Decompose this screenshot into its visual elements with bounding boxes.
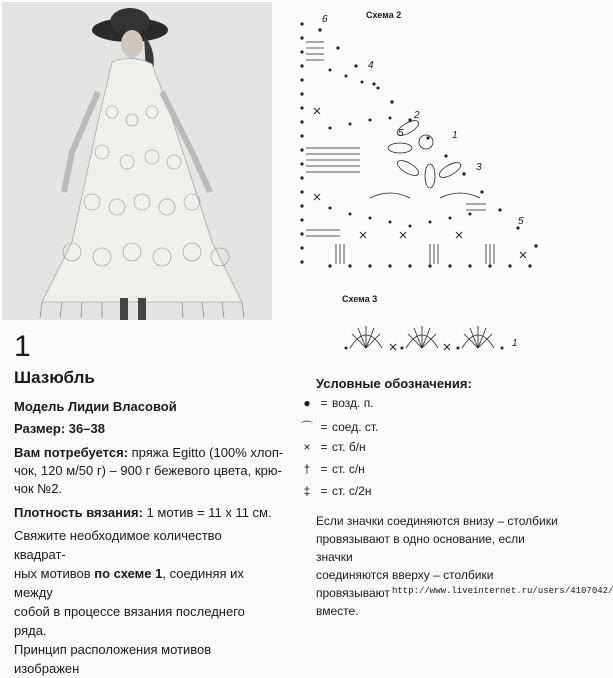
model-photo [2, 2, 272, 320]
body-line-1: Свяжите необходимое количество квадрат- [14, 528, 222, 562]
body-line-4: Принцип расположения мотивов изображен [14, 642, 212, 676]
schema2-row-5b: 5 [518, 216, 524, 227]
legend-equals: = [320, 440, 328, 454]
body-paragraph [14, 526, 274, 678]
schema3-label: Схема 3 [342, 294, 378, 304]
schema2-row-1: 1 [452, 130, 458, 141]
materials-line-2: чок, 120 м/50 г) – 900 г бежевого цвета, крю- [14, 463, 282, 478]
legend-text-dc: ст. с/н [332, 462, 365, 476]
body-line-2a: ных мотивов [14, 566, 95, 581]
article-title: Шазюбль [14, 368, 95, 387]
model-author: Модель Лидии Власовой [14, 399, 177, 414]
legend-note [316, 512, 564, 620]
body-line-2b: по схеме 1 [94, 566, 163, 581]
density-label: Плотность вязания: [14, 505, 143, 520]
legend-row-slip [298, 418, 378, 435]
materials-label: Вам потребуется: [14, 445, 128, 460]
body-line-3: собой в процессе вязания последнего ряда. [14, 604, 245, 638]
source-watermark: http://www.liveinternet.ru/users/4107042/ [392, 586, 613, 596]
legend-equals: = [320, 462, 328, 476]
double-crochet-icon: † [303, 462, 311, 476]
schema2-diagram [290, 8, 568, 280]
legend-row-chain [298, 396, 374, 410]
materials-line-3: чок №2. [14, 481, 63, 496]
schema3-row-1: 1 [512, 338, 518, 349]
density-line [14, 504, 272, 521]
legend-row-sc [298, 440, 366, 454]
legend-text-sc: ст. б/н [332, 440, 366, 454]
schema3-diagram [340, 318, 510, 358]
density-value: 1 мотив = 11 х 11 см. [146, 505, 272, 520]
legend-equals: = [320, 484, 328, 498]
legend-equals: = [320, 419, 328, 434]
article-number: 1 [14, 330, 31, 363]
legend-row-tr [298, 484, 371, 498]
note-line-2: провязывают в одно основание, если значки [316, 532, 525, 564]
schema2-row-2: 2 [414, 110, 420, 121]
legend-text-tr: ст. с/2н [332, 484, 372, 498]
materials-text-1: пряжа Egitto (100% хлоп- [131, 445, 284, 460]
size-value: 36–38 [68, 421, 105, 436]
legend-equals: = [320, 396, 328, 410]
legend-title: Условные обозначения: [316, 376, 472, 391]
slip-stitch-icon: ⌒ [300, 420, 313, 434]
size-line [14, 420, 105, 437]
single-crochet-icon: × [303, 440, 311, 454]
schema2-row-3: 3 [476, 162, 482, 173]
legend-text-chain: возд. п. [332, 396, 374, 410]
note-line-4: вместе. [316, 604, 359, 618]
schema2-row-6: 6 [322, 14, 328, 25]
legend-text-slip: соед. ст. [332, 419, 379, 434]
body-line-2 [14, 564, 274, 602]
materials-line-1 [14, 444, 283, 461]
legend-row-dc [298, 462, 365, 476]
note-line-3: соединяются вверху – столбики провязывают [316, 568, 494, 600]
treble-crochet-icon: ‡ [303, 484, 311, 498]
size-label: Размер: [14, 421, 66, 436]
schema2-label: Схема 2 [366, 10, 402, 20]
note-line-1: Если значки соединяются внизу – столбики [316, 514, 558, 528]
schema2-row-4: 4 [368, 60, 374, 71]
body-line-2c: , соединяя их между [14, 566, 244, 600]
schema2-row-5a: 5 [398, 128, 404, 139]
chain-stitch-icon: ● [303, 396, 311, 410]
